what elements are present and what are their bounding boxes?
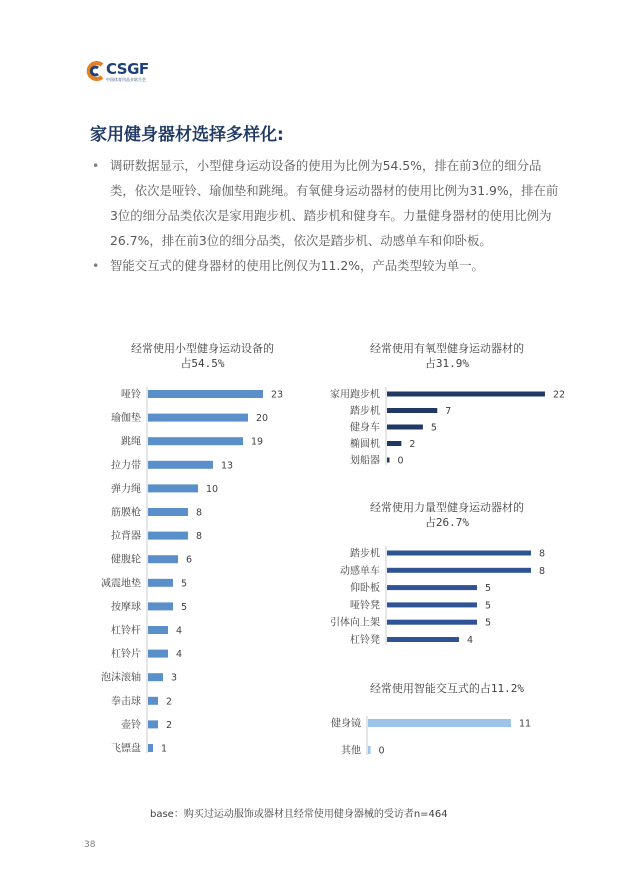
value-label: 19	[251, 436, 264, 448]
chart-title-line: 占54.5%	[180, 357, 225, 370]
category-label: 弹力绳	[111, 483, 141, 495]
category-label: 泡沫滚轴	[101, 672, 141, 684]
category-label: 椭圆机	[350, 439, 380, 450]
logo-tagline: 中国体育用品业联合会	[106, 77, 146, 82]
bar-smart	[368, 746, 371, 754]
value-label: 5	[485, 600, 492, 612]
value-label: 2	[166, 719, 173, 731]
category-label: 跳绳	[121, 436, 141, 448]
bar-strength	[387, 568, 531, 573]
page-number: 38	[84, 840, 96, 850]
category-label: 壶铃	[121, 719, 141, 731]
bullet-text: 智能交互式的健身器材的使用比例仅为11.2%，产品类型较为单一。	[110, 258, 484, 273]
bar-small-equipment	[148, 532, 188, 540]
value-label: 8	[539, 565, 546, 577]
value-label: 4	[176, 649, 183, 661]
bar-strength	[387, 620, 477, 625]
category-label: 杠铃杆	[111, 625, 141, 637]
bullet-dot-icon: •	[92, 258, 100, 273]
category-label: 踏步机	[350, 548, 380, 560]
value-label: 8	[196, 507, 203, 519]
category-label: 拉力带	[111, 460, 141, 472]
value-label: 1	[161, 743, 168, 755]
value-label: 8	[539, 548, 546, 560]
value-label: 8	[196, 531, 203, 543]
chart-title-line: 经常使用小型健身运动设备的	[131, 342, 274, 355]
chart-title-line: 经常使用有氧型健身运动器材的	[370, 342, 524, 355]
value-label: 13	[221, 460, 234, 472]
value-label: 7	[445, 406, 452, 417]
bar-small-equipment	[148, 673, 163, 681]
chart-title-line: 经常使用力量型健身运动器材的	[370, 501, 524, 514]
bar-aerobic	[387, 441, 401, 446]
category-label: 杠铃凳	[350, 635, 380, 646]
bar-strength	[387, 602, 477, 607]
chart-title-line: 占31.9%	[424, 357, 470, 370]
bullet-text: 调研数据显示，小型健身运动设备的使用为比例为54.5%，排在前3位的细分品类，依次是哑铃、瑜伽垫和跳绳。有氧健身运动器材的使用比例为31.9%，排在前3位的细分品类依次是家用跑步机、踏步机和健身车。力量健身器材的使用比例为26.7%，排在前3位的细分品类，依次是踏步机、动感单车和仰卧板。	[110, 158, 559, 248]
value-label: 4	[467, 635, 474, 646]
bar-smart	[368, 719, 511, 727]
bar-small-equipment	[148, 484, 198, 492]
value-label: 2	[166, 696, 173, 708]
bar-small-equipment	[148, 555, 178, 563]
value-label: 3	[171, 672, 178, 684]
bar-small-equipment	[148, 650, 168, 658]
value-label: 5	[181, 578, 188, 590]
section-heading: 家用健身器材选择多样化:	[90, 125, 284, 145]
category-label: 划船器	[350, 455, 380, 467]
bar-small-equipment	[148, 720, 158, 728]
category-label: 健腹轮	[111, 554, 141, 566]
value-label: 10	[206, 483, 219, 495]
value-label: 23	[271, 389, 284, 401]
value-label: 11	[519, 718, 532, 730]
category-label: 踏步机	[350, 406, 380, 417]
category-label: 拳击球	[111, 696, 141, 708]
category-label: 瑜伽垫	[111, 413, 141, 425]
bar-aerobic	[387, 458, 390, 463]
category-label: 家用跑步机	[330, 389, 380, 401]
value-label: 20	[256, 413, 269, 425]
bar-strength	[387, 551, 531, 556]
bar-strength	[387, 637, 459, 642]
value-label: 0	[378, 745, 385, 757]
chart-title-line: 占26.7%	[424, 516, 470, 529]
bar-strength	[387, 585, 477, 590]
bar-small-equipment	[148, 437, 243, 445]
category-label: 健身镜	[331, 718, 361, 730]
category-label: 飞镖盘	[111, 743, 141, 755]
category-label: 动感单车	[340, 565, 380, 577]
bar-small-equipment	[148, 744, 153, 752]
bar-small-equipment	[148, 414, 248, 422]
chart-title-line: 经常使用智能交互式的占11.2%	[369, 682, 525, 695]
bar-small-equipment	[148, 390, 263, 398]
value-label: 0	[397, 455, 404, 467]
bar-aerobic	[387, 425, 423, 430]
bullet-dot-icon: •	[92, 158, 100, 173]
value-label: 5	[485, 583, 492, 595]
category-label: 引体向上架	[330, 617, 380, 629]
category-label: 筋膜枪	[111, 507, 141, 519]
bar-small-equipment	[148, 508, 188, 516]
logo-brand: CSGF	[106, 60, 149, 78]
value-label: 5	[430, 422, 437, 434]
value-label: 22	[552, 389, 566, 401]
bar-small-equipment	[148, 579, 173, 587]
value-label: 6	[186, 554, 193, 566]
category-label: 拉背器	[111, 531, 141, 543]
category-label: 健身车	[350, 422, 380, 434]
category-label: 杠铃片	[111, 649, 141, 661]
bar-small-equipment	[148, 697, 158, 705]
value-label: 5	[181, 601, 188, 613]
category-label: 按摩球	[111, 601, 141, 613]
category-label: 其他	[341, 745, 361, 757]
category-label: 哑铃	[121, 389, 141, 401]
base-note: base：购买过运动服饰或器材且经常使用健身器械的受访者n=464	[150, 809, 448, 820]
value-label: 2	[409, 439, 416, 450]
category-label: 哑铃凳	[350, 600, 380, 612]
bar-small-equipment	[148, 626, 168, 634]
value-label: 5	[485, 617, 492, 629]
value-label: 4	[176, 625, 183, 637]
category-label: 减震地垫	[101, 578, 141, 590]
bar-aerobic	[387, 392, 545, 397]
bar-small-equipment	[148, 461, 213, 469]
category-label: 仰卧板	[350, 583, 380, 595]
bar-small-equipment	[148, 602, 173, 610]
bar-aerobic	[387, 408, 437, 413]
